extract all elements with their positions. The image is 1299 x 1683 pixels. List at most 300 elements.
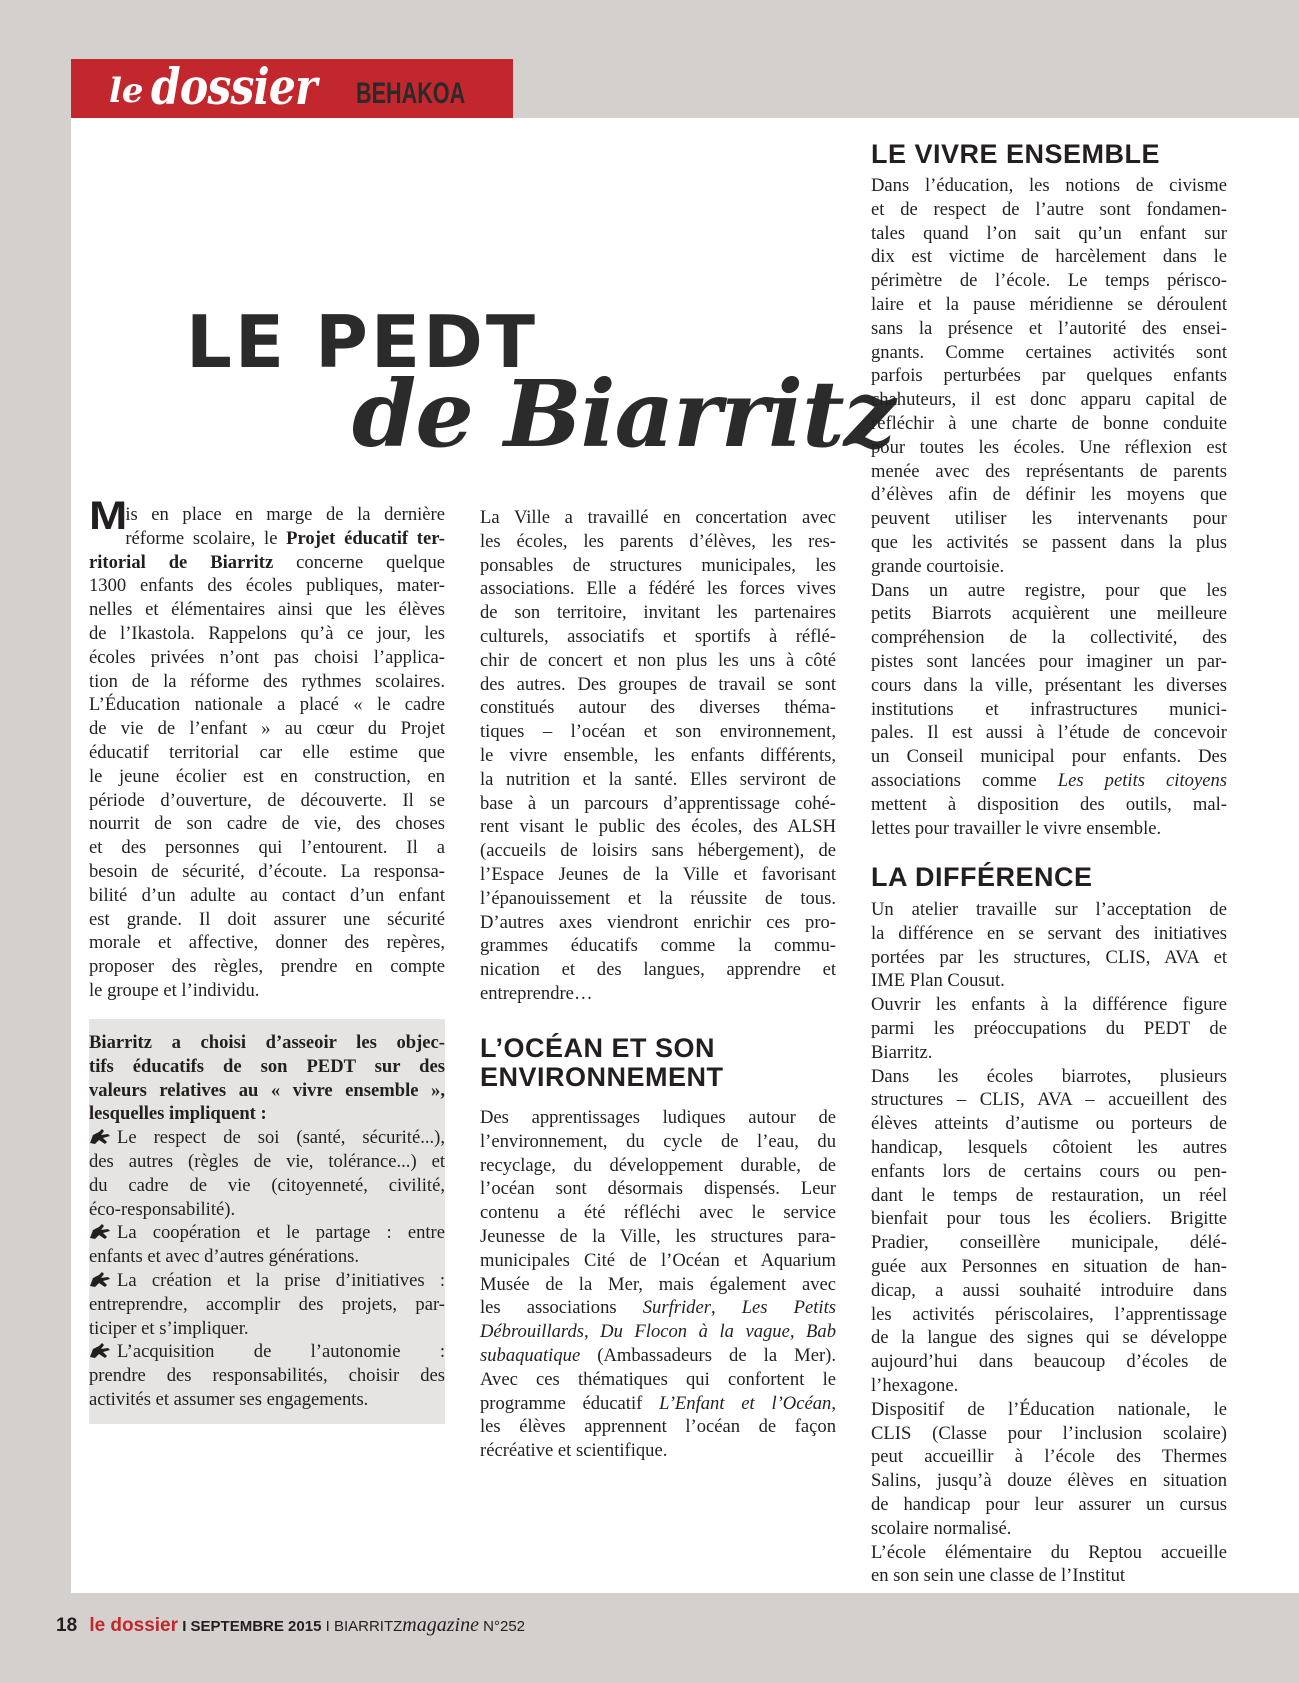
text-line bbox=[871, 1017, 1227, 1041]
text-line bbox=[871, 483, 1227, 507]
text-segment: écoles privées n’ont pas choisi l’applica- bbox=[89, 646, 445, 668]
text-segment: petits Biarrots acquièrent une meilleure bbox=[871, 603, 1227, 625]
text-line bbox=[871, 198, 1227, 222]
text-line bbox=[871, 1541, 1227, 1565]
text-segment: IME Plan Cousut. bbox=[871, 970, 1005, 992]
text-line bbox=[89, 1245, 445, 1269]
text-line bbox=[480, 839, 836, 863]
article-title-subline: de Biarritz bbox=[352, 360, 895, 468]
text-line bbox=[480, 506, 836, 530]
heading-vivre-ensemble: LE VIVRE ENSEMBLE bbox=[871, 139, 1161, 169]
text-segment: associations comme bbox=[871, 769, 1058, 791]
text-segment: cours dans la ville, présentant les diverses bbox=[871, 674, 1227, 696]
text-segment: gnants. Comme certaines activités sont bbox=[871, 341, 1227, 363]
text-line bbox=[480, 982, 836, 1006]
text-line bbox=[871, 1564, 1227, 1588]
text-line bbox=[871, 1445, 1227, 1469]
text-segment: lesquelles impliquent : bbox=[89, 1103, 267, 1125]
text-line bbox=[871, 1136, 1227, 1160]
text-segment: bilité d’un adulte au contact d’un enfant bbox=[89, 884, 445, 906]
text-segment: réfléchir à une charte de bonne conduite bbox=[871, 412, 1227, 434]
text-segment: institutions et infrastructures munici- bbox=[871, 698, 1227, 720]
text-segment: les activités périscolaires, l’apprentissage bbox=[871, 1303, 1227, 1325]
ocean-text bbox=[480, 1106, 836, 1463]
text-segment: (Ambassadeurs de la Mer). bbox=[580, 1344, 836, 1366]
text-segment: activités et assumer ses engagements. bbox=[89, 1388, 369, 1410]
text-line bbox=[89, 717, 445, 741]
text-segment: tiques – l’océan et son environnement, bbox=[480, 721, 836, 743]
text-line bbox=[89, 836, 445, 860]
banner-dossier: dossier bbox=[151, 57, 317, 116]
text-line bbox=[871, 317, 1227, 341]
text-line bbox=[871, 769, 1227, 793]
text-line bbox=[871, 1231, 1227, 1255]
text-line bbox=[89, 551, 445, 575]
heading-line: ENVIRONNEMENT bbox=[480, 1062, 724, 1092]
text-line bbox=[89, 979, 445, 1003]
text-segment: Dans les écoles biarrotes, plusieurs bbox=[871, 1065, 1227, 1087]
text-segment: du cadre de vie (citoyenneté, civilité, bbox=[89, 1174, 445, 1196]
text-line bbox=[480, 815, 836, 839]
text-segment: le jeune écolier est en construction, en bbox=[89, 765, 445, 787]
text-segment: dix est victime de harcèlement dans le bbox=[871, 246, 1227, 268]
text-segment: recyclage, du développement durable, de bbox=[480, 1154, 836, 1176]
text-segment: nourrit de son cadre de vie, des choses bbox=[89, 813, 445, 835]
text-line bbox=[871, 745, 1227, 769]
italic-text: Les petits citoyens bbox=[1057, 769, 1227, 791]
text-segment: pour toutes les écoles. Une réflexion est bbox=[871, 436, 1227, 458]
footer-section: le dossier bbox=[89, 1615, 179, 1636]
footer-separator: I bbox=[182, 1618, 187, 1635]
text-line bbox=[480, 1201, 836, 1225]
italic-text: L’Enfant et l’Océan bbox=[659, 1392, 832, 1414]
text-segment: Pradier, conseillère municipale, délé- bbox=[871, 1232, 1227, 1254]
bold-text: Projet éducatif ter- bbox=[286, 527, 445, 549]
text-segment: proposer des règles, prendre en compte bbox=[89, 956, 445, 978]
footer-date: SEPTEMBRE 2015 bbox=[190, 1618, 322, 1635]
text-segment: pistes sont lancées pour imaginer un par- bbox=[871, 650, 1227, 672]
text-line bbox=[871, 1041, 1227, 1065]
text-line bbox=[89, 812, 445, 836]
text-line bbox=[480, 768, 836, 792]
text-segment: sans la présence et l’autorité des ensei- bbox=[871, 317, 1227, 339]
text-segment: Le respect de soi (santé, sécurité...), bbox=[117, 1127, 445, 1149]
text-line bbox=[871, 507, 1227, 531]
pointing-hand-icon bbox=[89, 1342, 111, 1358]
text-line bbox=[480, 1154, 836, 1178]
text-line bbox=[871, 1160, 1227, 1184]
text-line bbox=[89, 1293, 445, 1317]
text-segment: morale et affective, donner des repères, bbox=[89, 932, 445, 954]
text-segment: Salins, jusqu’à douze élèves en situation bbox=[871, 1470, 1227, 1492]
text-segment: l’Espace Jeunes de la Ville et favorisant bbox=[480, 863, 836, 885]
text-line bbox=[480, 649, 836, 673]
text-segment: ponsables de structures municipales, les bbox=[480, 554, 836, 576]
text-line bbox=[480, 1296, 836, 1320]
text-line bbox=[89, 931, 445, 955]
text-segment: Un atelier travaille sur l’acceptation de bbox=[871, 899, 1227, 920]
text-segment: en son sein une classe de l’Institut bbox=[871, 1565, 1126, 1587]
text-segment: dicap, a aussi souhaité introduire dans bbox=[871, 1279, 1227, 1301]
text-segment: valeurs relatives au « vivre ensemble », bbox=[89, 1079, 445, 1101]
text-line bbox=[89, 1221, 445, 1245]
text-line bbox=[871, 293, 1227, 317]
text-line bbox=[871, 412, 1227, 436]
text-segment: nelles et élémentaires ainsi que les élèves bbox=[89, 599, 445, 621]
page-number: 18 bbox=[56, 1615, 78, 1636]
text-segment: les associations bbox=[480, 1297, 643, 1319]
text-segment: de l’Ikastola. Rappelons qu’à ce jour, les bbox=[89, 622, 445, 644]
text-line bbox=[480, 673, 836, 697]
text-line bbox=[871, 1422, 1227, 1446]
text-line bbox=[89, 622, 445, 646]
text-segment: tion de la réforme des rythmes scolaires. bbox=[89, 670, 445, 692]
text-line bbox=[871, 555, 1227, 579]
text-line bbox=[89, 1126, 445, 1150]
text-line bbox=[480, 625, 836, 649]
text-segment: grande courtoisie. bbox=[871, 555, 1005, 577]
column-1-intro bbox=[89, 494, 445, 1003]
text-line bbox=[89, 1269, 445, 1293]
section-banner bbox=[71, 59, 513, 118]
text-segment: scolaire normalisé. bbox=[871, 1517, 1012, 1539]
text-segment: D’autres axes viendront enrichir ces pro- bbox=[480, 911, 836, 933]
text-line bbox=[871, 436, 1227, 460]
text-line bbox=[89, 1174, 445, 1198]
text-segment: entreprendre… bbox=[480, 982, 593, 1004]
text-line bbox=[480, 530, 836, 554]
text-segment: d’élèves afin de définir les moyens que bbox=[871, 484, 1227, 506]
article-title: LE PEDT bbox=[186, 300, 538, 384]
text-line bbox=[871, 922, 1227, 946]
text-line bbox=[871, 946, 1227, 970]
text-line bbox=[480, 863, 836, 887]
vivre-ensemble-text bbox=[871, 174, 1227, 840]
text-segment: les élèves apprennent l’océan de façon bbox=[480, 1416, 836, 1438]
text-line bbox=[89, 860, 445, 884]
text-segment: et de respect de l’autre sont fondamen- bbox=[871, 198, 1227, 220]
text-line bbox=[871, 531, 1227, 555]
text-line bbox=[480, 1320, 836, 1344]
text-line bbox=[871, 602, 1227, 626]
text-segment: Jeunesse de la Ville, les structures para- bbox=[480, 1225, 836, 1247]
text-segment: de son territoire, invitant les partenaires bbox=[480, 602, 836, 624]
text-segment: périmètre de l’école. Le temps périsco- bbox=[871, 270, 1227, 292]
text-segment: programme éducatif bbox=[480, 1392, 660, 1414]
italic-text: Les Petits bbox=[741, 1297, 836, 1319]
text-line bbox=[89, 884, 445, 908]
text-line bbox=[89, 527, 445, 551]
text-segment: la nutrition et la santé. Elles serviront de bbox=[480, 768, 836, 790]
text-line bbox=[871, 1207, 1227, 1231]
text-segment: et des personnes qui l’entourent. Il a bbox=[89, 837, 445, 859]
text-line bbox=[871, 1279, 1227, 1303]
banner-section: BEHAKOA bbox=[356, 77, 466, 110]
objectives-list bbox=[89, 1031, 445, 1412]
text-segment: Biarritz a choisi d’asseoir les objec- bbox=[89, 1032, 445, 1053]
pointing-hand-icon bbox=[89, 1271, 111, 1287]
text-segment: La coopération et le partage : entre bbox=[117, 1222, 445, 1244]
text-line bbox=[871, 650, 1227, 674]
footer-separator: I bbox=[325, 1618, 330, 1635]
text-segment: is en place en marge de la dernière bbox=[125, 504, 445, 525]
text-line bbox=[480, 1130, 836, 1154]
text-line bbox=[871, 1184, 1227, 1208]
text-line bbox=[89, 1102, 445, 1126]
text-line bbox=[871, 1493, 1227, 1517]
text-segment: Dans l’éducation, les notions de civisme bbox=[871, 175, 1227, 196]
text-segment: concerne quelque bbox=[273, 551, 445, 573]
text-line bbox=[480, 1344, 836, 1368]
text-segment: menée avec des représentants de parents bbox=[871, 460, 1227, 482]
text-segment: rent visant le public des écoles, des ALSH bbox=[480, 816, 836, 838]
text-segment: Biarritz. bbox=[871, 1041, 933, 1063]
text-segment: 1300 enfants des écoles publiques, mater- bbox=[89, 575, 445, 597]
text-line bbox=[871, 388, 1227, 412]
heading-line: L’OCÉAN ET SON bbox=[480, 1033, 716, 1063]
text-line bbox=[480, 1439, 836, 1463]
text-segment: Dispositif de l’Éducation nationale, le bbox=[871, 1398, 1227, 1420]
text-line bbox=[480, 934, 836, 958]
text-line bbox=[871, 222, 1227, 246]
text-line bbox=[480, 554, 836, 578]
italic-text: subaquatique bbox=[480, 1344, 581, 1366]
text-line bbox=[480, 958, 836, 982]
text-segment: la différence en se servant des initiatives bbox=[871, 922, 1227, 944]
text-line bbox=[89, 693, 445, 717]
text-line bbox=[871, 579, 1227, 603]
text-segment: Ouvrir les enfants à la différence figure bbox=[871, 994, 1227, 1016]
text-segment: aujourd’hui dans beaucoup d’écoles de bbox=[871, 1351, 1227, 1373]
text-segment: peuvent utiliser les intervenants pour bbox=[871, 508, 1227, 530]
text-line bbox=[480, 1225, 836, 1249]
footer-magazine: magazine bbox=[402, 1614, 479, 1636]
text-segment: de la langue des signes qui se développe bbox=[871, 1327, 1227, 1349]
text-line bbox=[480, 720, 836, 744]
text-segment: portées par les structures, CLIS, AVA et bbox=[871, 946, 1227, 968]
text-segment: l’océan sont désormais dispensés. Leur bbox=[480, 1178, 836, 1200]
text-segment: grammes éducatifs comme la commu- bbox=[480, 935, 836, 957]
text-line bbox=[480, 744, 836, 768]
text-line bbox=[89, 1198, 445, 1222]
text-segment: La création et la prise d’initiatives : bbox=[117, 1269, 445, 1291]
text-line bbox=[871, 1326, 1227, 1350]
text-segment: période d’ouverture, de découverte. Il se bbox=[89, 789, 445, 811]
text-line bbox=[89, 765, 445, 789]
text-segment: L’Éducation nationale a placé « le cadre bbox=[89, 694, 445, 716]
text-segment: Dans un autre registre, pour que les bbox=[871, 579, 1227, 601]
text-line bbox=[871, 269, 1227, 293]
text-line bbox=[89, 741, 445, 765]
text-segment: tifs éducatifs de son PEDT sur des bbox=[89, 1055, 445, 1077]
text-segment: culturels, associatifs et sportifs à réflé- bbox=[480, 625, 836, 647]
text-segment: tales quand l’on sait qu’un enfant sur bbox=[871, 222, 1227, 244]
text-segment: , bbox=[710, 1297, 742, 1319]
text-segment: réforme scolaire, le bbox=[125, 527, 287, 549]
text-line bbox=[871, 698, 1227, 722]
text-segment: entreprendre, accomplir des projets, par- bbox=[89, 1293, 445, 1315]
text-line bbox=[871, 341, 1227, 365]
text-segment: des autres (règles de vie, tolérance...) et bbox=[89, 1150, 445, 1172]
text-segment: Musée de la Mer, mais également avec bbox=[480, 1273, 836, 1295]
text-segment: est grande. Il doit assurer une sécurité bbox=[89, 908, 445, 930]
text-segment: contenu a été réfléchi avec le service bbox=[480, 1202, 836, 1224]
text-segment: CLIS (Classe pour l’inclusion scolaire) bbox=[871, 1422, 1227, 1444]
text-segment: l’épanouissement et la réussite de tous. bbox=[480, 887, 836, 909]
text-line bbox=[871, 1065, 1227, 1089]
text-line bbox=[89, 1150, 445, 1174]
text-line bbox=[871, 793, 1227, 817]
pointing-hand-icon bbox=[89, 1223, 111, 1239]
text-line bbox=[480, 792, 836, 816]
text-segment: constitués autour des diverses théma- bbox=[480, 697, 836, 719]
text-line bbox=[480, 696, 836, 720]
text-segment: compréhension de la collectivité, des bbox=[871, 627, 1227, 649]
text-segment: les écoles, les parents d’élèves, les res- bbox=[480, 530, 836, 552]
text-line bbox=[871, 364, 1227, 388]
text-line bbox=[89, 646, 445, 670]
text-segment: base à un parcours d’apprentissage cohé- bbox=[480, 792, 836, 814]
text-line bbox=[480, 887, 836, 911]
text-segment: besoin de sécurité, d’écoute. La responsa- bbox=[89, 860, 445, 882]
text-segment: élèves atteints d’autisme ou porteurs de bbox=[871, 1113, 1227, 1135]
text-line bbox=[480, 577, 836, 601]
page-footer bbox=[56, 1614, 525, 1637]
text-line bbox=[89, 789, 445, 813]
text-segment: dant le temps de restauration, un réel bbox=[871, 1184, 1227, 1206]
text-segment: handicap, lesquels côtoient les autres bbox=[871, 1136, 1227, 1158]
text-line bbox=[871, 1398, 1227, 1422]
text-segment: éco-responsabilité). bbox=[89, 1198, 236, 1220]
text-line bbox=[480, 1249, 836, 1273]
text-line bbox=[480, 601, 836, 625]
text-segment: lettes pour travailler le vivre ensemble. bbox=[871, 817, 1162, 839]
text-line bbox=[871, 898, 1227, 922]
text-line bbox=[871, 245, 1227, 269]
text-line bbox=[89, 1031, 445, 1055]
text-segment: l’hexagone. bbox=[871, 1374, 959, 1396]
text-segment: laire et la pause méridienne se déroulent bbox=[871, 293, 1227, 315]
text-line bbox=[871, 1088, 1227, 1112]
text-segment: le groupe et l’individu. bbox=[89, 979, 260, 1001]
text-line bbox=[871, 1255, 1227, 1279]
text-line bbox=[871, 1469, 1227, 1493]
text-segment: prendre des responsabilités, choisir des bbox=[89, 1365, 445, 1387]
difference-text bbox=[871, 898, 1227, 1588]
text-segment: éducatif territorial car elle estime que bbox=[89, 741, 445, 763]
text-line bbox=[89, 1364, 445, 1388]
text-line bbox=[89, 1388, 445, 1412]
text-segment: Avec ces thématiques qui confortent le bbox=[480, 1368, 836, 1390]
italic-text: Débrouillards, Du Flocon à la vague, Bab bbox=[480, 1321, 836, 1343]
text-line bbox=[871, 1303, 1227, 1327]
text-segment: peut accueillir à l’école des Thermes bbox=[871, 1446, 1227, 1468]
text-line bbox=[89, 1079, 445, 1103]
text-line bbox=[89, 908, 445, 932]
text-segment: bienfait pour tous les écoliers. Brigitte bbox=[871, 1208, 1227, 1230]
text-line bbox=[89, 1055, 445, 1079]
text-segment: pales. Il est aussi à l’étude de concevoir bbox=[871, 722, 1227, 744]
text-line bbox=[871, 817, 1227, 841]
footer-issue: N°252 bbox=[483, 1618, 525, 1635]
text-line bbox=[480, 1273, 836, 1297]
heading-difference: LA DIFFÉRENCE bbox=[871, 862, 1093, 892]
text-segment: municipales Cité de l’Océan et Aquarium bbox=[480, 1249, 836, 1271]
text-line bbox=[89, 1317, 445, 1341]
text-segment: parfois perturbées par quelques enfants bbox=[871, 365, 1227, 387]
text-line bbox=[871, 721, 1227, 745]
text-line bbox=[871, 1112, 1227, 1136]
text-segment: L’acquisition de l’autonomie : bbox=[117, 1341, 445, 1363]
heading-ocean bbox=[480, 1034, 724, 1092]
italic-text: Surfrider bbox=[642, 1297, 711, 1319]
text-segment: chahuteurs, il est donc apparu capital de bbox=[871, 389, 1227, 411]
text-line bbox=[871, 460, 1227, 484]
text-line bbox=[871, 1350, 1227, 1374]
text-line bbox=[89, 503, 445, 527]
text-segment: La Ville a travaillé en concertation avec bbox=[480, 507, 836, 528]
bold-text: ritorial de Biarritz bbox=[89, 551, 274, 573]
text-line bbox=[871, 1374, 1227, 1398]
text-line bbox=[871, 626, 1227, 650]
text-segment: un Conseil municipal pour enfants. Des bbox=[871, 746, 1227, 768]
text-segment: , bbox=[831, 1392, 836, 1414]
text-line bbox=[871, 674, 1227, 698]
text-segment: enfants lors de certains cours ou pen- bbox=[871, 1160, 1227, 1182]
text-segment: récréative et scientifique. bbox=[480, 1440, 668, 1462]
text-segment: de handicap pour leur assurer un cursus bbox=[871, 1493, 1227, 1515]
text-segment: guée aux Personnes en situation de han- bbox=[871, 1255, 1227, 1277]
text-line bbox=[871, 1517, 1227, 1541]
text-segment: enfants et avec d’autres générations. bbox=[89, 1246, 359, 1268]
text-segment: (accueils de loisirs sans hébergement), de bbox=[480, 840, 836, 862]
text-line bbox=[480, 911, 836, 935]
text-segment: Des apprentissages ludiques autour de bbox=[480, 1107, 836, 1128]
text-segment: nication et des langues, apprendre et bbox=[480, 959, 836, 981]
text-line bbox=[480, 1177, 836, 1201]
text-segment: parmi les préoccupations du PEDT de bbox=[871, 1017, 1227, 1039]
text-segment: que les activités se passent dans la plus bbox=[871, 531, 1227, 553]
text-line bbox=[89, 598, 445, 622]
text-segment: mettent à disposition des outils, mal- bbox=[871, 793, 1227, 815]
text-segment: structures – CLIS, AVA – accueillent des bbox=[871, 1089, 1227, 1111]
text-segment: le vivre ensemble, les enfants différents, bbox=[480, 744, 836, 766]
text-segment: chir de concert et non plus les uns à côté bbox=[480, 649, 836, 671]
text-segment: associations. Elle a fédéré les forces vives bbox=[480, 578, 836, 600]
text-line bbox=[871, 174, 1227, 198]
banner-le: le bbox=[109, 71, 144, 111]
column-2-text bbox=[480, 506, 836, 1006]
text-segment: l’environnement, du cycle de l’eau, du bbox=[480, 1130, 836, 1152]
text-line bbox=[480, 1368, 836, 1392]
objectives-box bbox=[89, 1019, 445, 1424]
text-line bbox=[480, 1415, 836, 1439]
footer-publication: BIARRITZ bbox=[333, 1618, 403, 1635]
text-line bbox=[89, 670, 445, 694]
text-line bbox=[480, 1392, 836, 1416]
text-segment: ticiper et s’impliquer. bbox=[89, 1317, 249, 1339]
text-segment: L’école élémentaire du Reptou accueille bbox=[871, 1541, 1227, 1563]
text-line bbox=[480, 1106, 836, 1130]
drop-cap: M bbox=[89, 494, 128, 538]
text-line bbox=[89, 1340, 445, 1364]
text-line bbox=[89, 955, 445, 979]
text-line bbox=[871, 969, 1227, 993]
text-line bbox=[89, 574, 445, 598]
text-segment: de vie de l’enfant » au cœur du Projet bbox=[89, 718, 445, 740]
text-line bbox=[871, 993, 1227, 1017]
pointing-hand-icon bbox=[89, 1128, 111, 1144]
